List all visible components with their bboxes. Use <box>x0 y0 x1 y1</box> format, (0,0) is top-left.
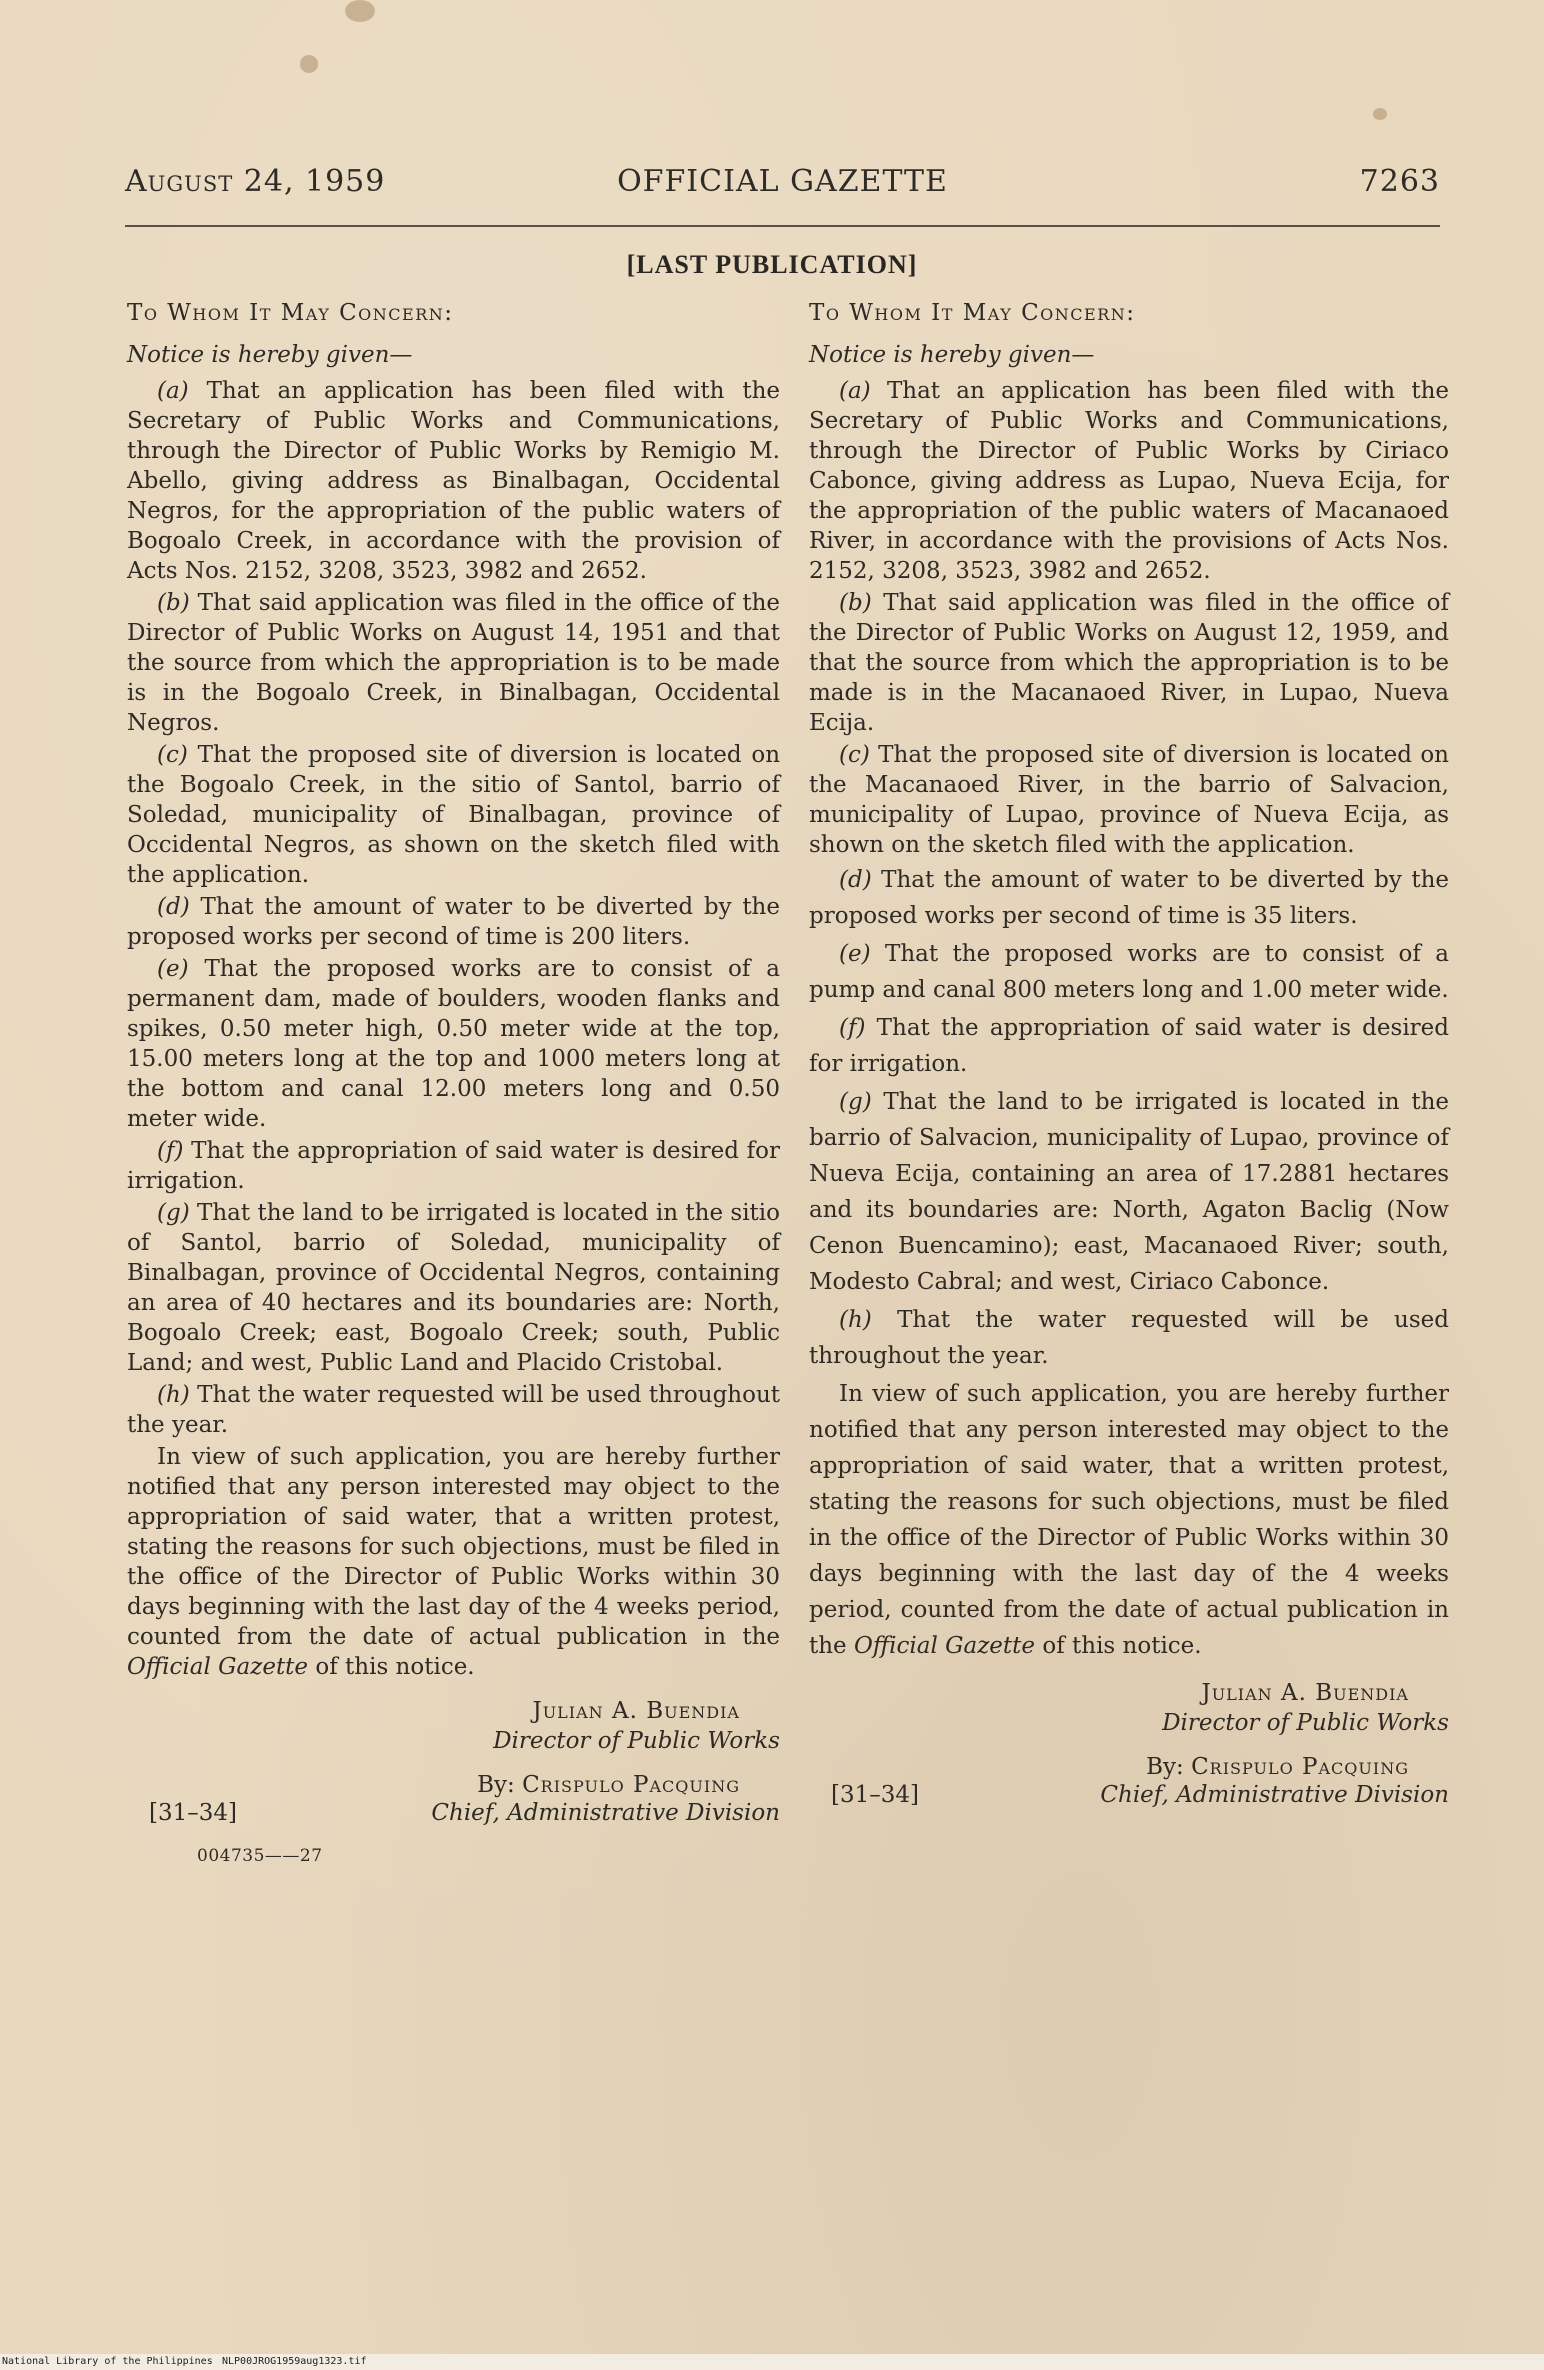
notice-paragraph: (d) That the amount of water to be diverted by the proposed works per second of time is 35 liters. <box>809 867 1449 929</box>
signer-title: Director of Public Works <box>1162 1710 1449 1736</box>
gazette-reference: Official Gazette <box>127 1654 309 1680</box>
gazette-reference: Official Gazette <box>853 1633 1036 1659</box>
notice-paragraph: (b) That said application was filed in the office of the Director of Public Works on August 12, 1959, and that the source from which the appropriation is to be made is in the Macanaoed River, in Lupao, Nueva Ecija. <box>809 590 1449 736</box>
notice-paragraph: (f) That the appropriation of said water is desired for irrigation. <box>127 1138 780 1194</box>
by-line: By: Crispulo Pacquing <box>477 1772 740 1798</box>
signer-title: Director of Public Works <box>493 1728 780 1754</box>
by-title: Chief, Administrative Division <box>1100 1782 1449 1808</box>
notice-paragraph: (f) That the appropriation of said water is desired for irrigation. <box>809 1015 1450 1077</box>
signer-name: Julian A. Buendia <box>1201 1680 1409 1706</box>
notice-paragraph: (h) That the water requested will be used throughout the year. <box>127 1382 781 1438</box>
page-number: 7263 <box>1359 164 1440 199</box>
signature-block <box>809 1678 1449 1812</box>
signature-block <box>127 1696 780 1830</box>
notice-column-left <box>127 300 780 1866</box>
scan-filename: NLP00JROG1959aug1323.tif <box>222 2356 367 2367</box>
notice-paragraph: (c) That the proposed site of diversion is located on the Bogoalo Creek, in the sitio of Santol, barrio of Soledad, municipality of Binalbagan, province of Occidental Negros, as shown on the sketch filed with the application. <box>127 742 781 888</box>
notice-paragraph: (a) That an application has been filed with the Secretary of Public Works and Communications, through the Director of Public Works by Ciriaco Cabonce, giving address as Lupao, Nueva Ecija, for the appropriation of the public waters of Macanaoed River, in accordance with the provisions of Acts Nos. 2152, 3208, 3523, 3982 and 2652. <box>809 378 1450 584</box>
closing-paragraph: In view of such application, you are hereby further notified that any person interested may object to the appropriation of said water, that a written protest, stating the reasons for such objections, must be filed in the office of the Director of Public Works within 30 days beginning with the last day of the 4 weeks period, counted from the date of actual publication in the Official Gazette of this notice. <box>127 1444 780 1680</box>
signature-footer <box>809 1782 1449 1812</box>
notice-intro: Notice is hereby given— <box>127 342 413 368</box>
notice-paragraph: (h) That the water requested will be used throughout the year. <box>809 1307 1449 1369</box>
paper-stain <box>300 55 318 73</box>
signer-name: Julian A. Buendia <box>532 1698 740 1724</box>
notice-column-right <box>809 300 1449 1812</box>
last-publication-banner: [LAST PUBLICATION] <box>626 250 918 279</box>
by-line: By: Crispulo Pacquing <box>1146 1754 1409 1780</box>
header-rule <box>125 225 1440 227</box>
notice-paragraph: (a) That an application has been filed with the Secretary of Public Works and Communications, through the Director of Public Works by Remigio M. Abello, giving address as Binalbagan, Occidental Negros, for the appropriation of the public waters of Bogoalo Creek, in accordance with the provision of Acts Nos. 2152, 3208, 3523, 3982 and 2652. <box>127 378 781 584</box>
library-credit: National Library of the Philippines <box>2 2356 213 2367</box>
publication-title: OFFICIAL GAZETTE <box>617 164 948 199</box>
notice-intro: Notice is hereby given— <box>809 342 1095 368</box>
issue-date: August 24, 1959 <box>125 164 386 199</box>
signature-footer <box>127 1800 780 1830</box>
paper-stain <box>345 0 375 22</box>
issue-code: [31–34] <box>831 1782 919 1808</box>
closing-paragraph: In view of such application, you are hereby further notified that any person interested may object to the appropriation of said water, that a written protest, stating the reasons for such objections, must be filed in the office of the Director of Public Works within 30 days beginning with the last day of the 4 weeks period, counted from the date of actual publication in the Official Gazette of this notice. <box>809 1381 1449 1659</box>
page-header <box>125 164 1440 214</box>
issue-code: [31–34] <box>149 1800 237 1826</box>
notice-paragraph: (b) That said application was filed in the office of the Director of Public Works on August 14, 1951 and that the source from which the appropriation is to be made is in the Bogoalo Creek, in Binalbagan, Occidental Negros. <box>127 590 781 736</box>
by-title: Chief, Administrative Division <box>431 1800 780 1826</box>
reference-number: 004735——27 <box>197 1846 323 1866</box>
notice-paragraph: (e) That the proposed works are to consist of a pump and canal 800 meters long and 1.00 meter wide. <box>809 941 1449 1003</box>
paper-stain <box>1373 108 1387 120</box>
notice-paragraph: (d) That the amount of water to be diverted by the proposed works per second of time is 200 liters. <box>127 894 780 950</box>
notice-paragraph: (g) That the land to be irrigated is located in the barrio of Salvacion, municipality of Lupao, province of Nueva Ecija, containing an area of 17.2881 hectares and its boundaries are: North, Agaton Baclig (Now Cenon Buencamino); east, Macanaoed River; south, Modesto Cabral; and west, Ciriaco Cabonce. <box>809 1089 1450 1295</box>
notice-paragraph: (c) That the proposed site of diversion is located on the Macanaoed River, in the barrio of Salvacion, municipality of Lupao, province of Nueva Ecija, as shown on the sketch filed with the application. <box>809 742 1449 858</box>
salutation: To Whom It May Concern: <box>809 300 1136 326</box>
notice-paragraph: (g) That the land to be irrigated is located in the sitio of Santol, barrio of Soledad, municipality of Binalbagan, province of Occidental Negros, containing an area of 40 hectares and its boundaries are: North, Bogoalo Creek; east, Bogoalo Creek; south, Public Land; and west, Public Land and Placido Cristobal. <box>127 1200 781 1376</box>
scan-footer <box>0 2354 1544 2370</box>
notice-paragraph: (e) That the proposed works are to consist of a permanent dam, made of boulders, wooden flanks and spikes, 0.50 meter high, 0.50 meter wide at the top, 15.00 meters long at the top and 1000 meters long at the bottom and canal 12.00 meters long and 0.50 meter wide. <box>127 956 781 1132</box>
salutation: To Whom It May Concern: <box>127 300 454 326</box>
